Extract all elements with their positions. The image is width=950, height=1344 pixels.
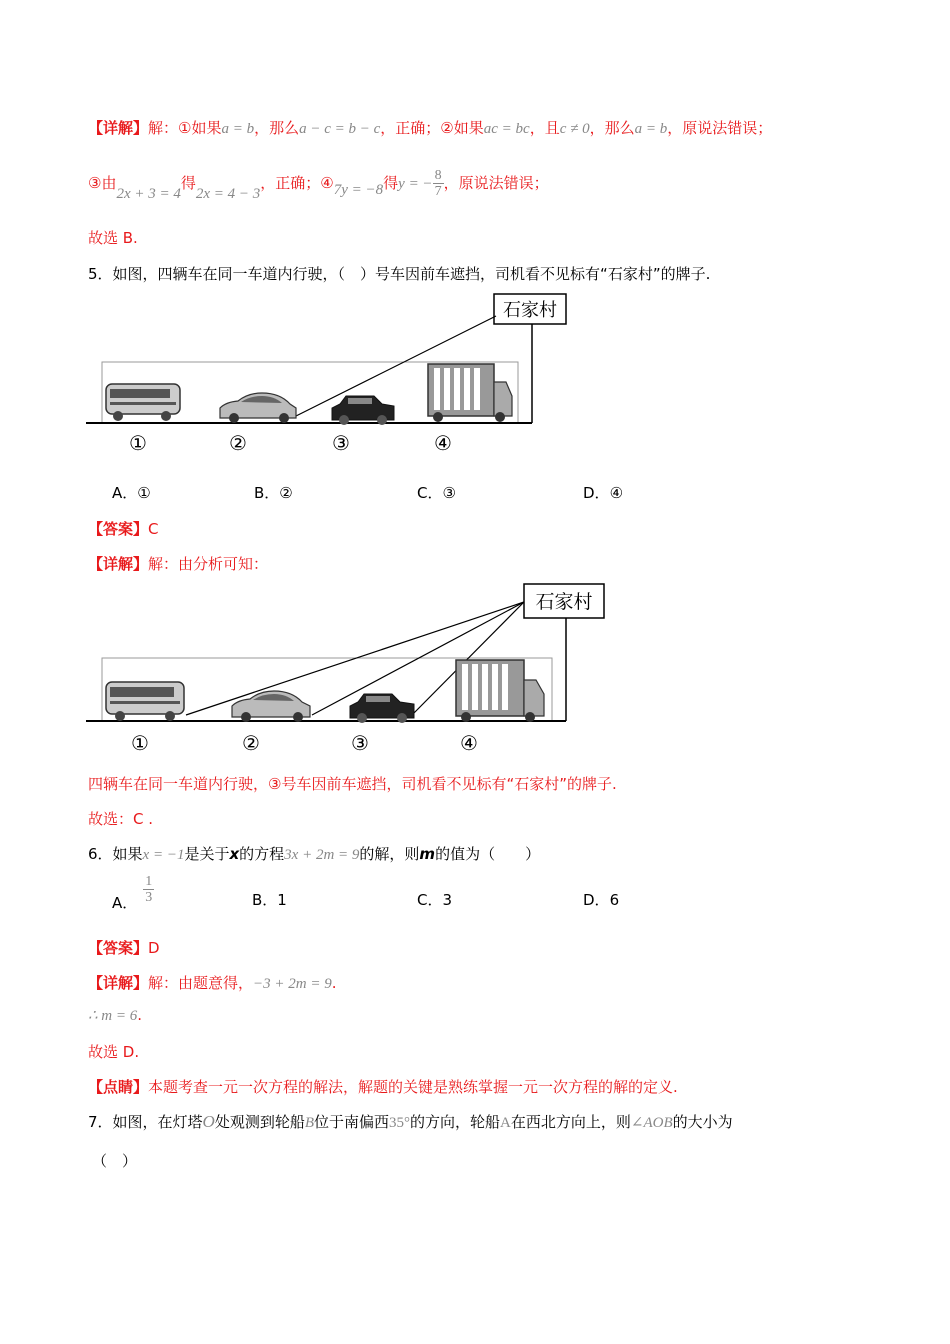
q5-figure-1 xyxy=(86,292,557,462)
q6-option-d[interactable]: D．6 xyxy=(583,891,620,909)
car-label-3: ③ xyxy=(351,731,369,755)
q5-answer: 【答案】C xyxy=(88,520,159,538)
car-label-2: ② xyxy=(242,731,260,755)
q5-explanation: 四辆车在同一车道内行驶，③号车因前车遮挡，司机看不见标有“石家村”的牌子. xyxy=(88,775,617,793)
sign-text: 石家村 xyxy=(535,591,593,613)
car-label-3: ③ xyxy=(332,431,350,455)
q4-detail-line2: ③由2x + 3 = 4得2x = 4 − 3，正确；④7y = −8得y = − $\frac{8}{7}$ ，原说法错误； xyxy=(88,168,549,202)
q5-option-b[interactable]: B．② xyxy=(254,484,293,502)
bus-icon xyxy=(106,384,180,421)
fraction-neg-8-7: $\frac{8}{7}$ xyxy=(434,168,442,199)
suv-car-icon xyxy=(350,694,414,723)
q5-detail: 【详解】解：由分析可知： xyxy=(88,555,269,573)
q7-stem: 7．如图，在灯塔O处观测到轮船B位于南偏西35°的方向，轮船A在西北方向上，则∠AOB的大小为 xyxy=(88,1112,733,1131)
q5-figure-2 xyxy=(86,580,593,760)
car-label-1: ① xyxy=(129,431,147,455)
q4-detail-line1: 【详解】解：①如果a = b，那么a − c = b − c，正确；②如果ac = bc，且c ≠ 0，那么a = b，原说法错误； xyxy=(88,119,773,137)
car-label-4: ④ xyxy=(434,431,452,455)
q6-step2: ∴ m = 6. xyxy=(88,1006,143,1024)
bus-icon xyxy=(106,682,184,721)
q4-conclusion: 故选 B. xyxy=(88,229,138,247)
q5-option-a[interactable]: A．① xyxy=(112,484,151,502)
suv-car-icon xyxy=(332,396,394,425)
sign-text: 石家村 xyxy=(503,300,557,321)
truck-icon xyxy=(456,660,544,722)
detail-tag: 【详解】 xyxy=(88,119,149,137)
car-label-4: ④ xyxy=(460,731,478,755)
fraction-1-3: $\frac{1}{3}$ xyxy=(145,874,153,905)
car-label-2: ② xyxy=(229,431,247,455)
q6-option-b[interactable]: B．1 xyxy=(252,891,287,909)
q6-conclusion: 故选 D. xyxy=(88,1043,140,1061)
q6-comment: 【点睛】本题考查一元一次方程的解法，解题的关键是熟练掌握一元一次方程的解的定义. xyxy=(88,1078,678,1096)
sedan-car-icon xyxy=(220,393,296,423)
q6-detail: 【详解】解：由题意得，−3 + 2m = 9. xyxy=(88,974,337,992)
q6-option-c[interactable]: C．3 xyxy=(417,891,453,909)
car-label-1: ① xyxy=(131,731,149,755)
truck-icon xyxy=(428,364,512,422)
q6-stem: 6．如果x = −1是关于x的方程3x + 2m = 9的解，则m的值为（ ） xyxy=(88,845,541,863)
q5-stem: 5．如图，四辆车在同一车道内行驶，（ ）号车因前车遮挡，司机看不见标有“石家村”的牌子. xyxy=(88,265,711,283)
q5-option-d[interactable]: D．④ xyxy=(583,484,624,502)
q5-conclusion: 故选：C . xyxy=(88,810,154,828)
q5-option-c[interactable]: C．③ xyxy=(417,484,456,502)
q6-answer: 【答案】D xyxy=(88,939,160,957)
q7-blank: （ ） xyxy=(92,1152,138,1170)
q6-option-a[interactable]: A． $\frac{1}{3}$ xyxy=(112,874,153,912)
